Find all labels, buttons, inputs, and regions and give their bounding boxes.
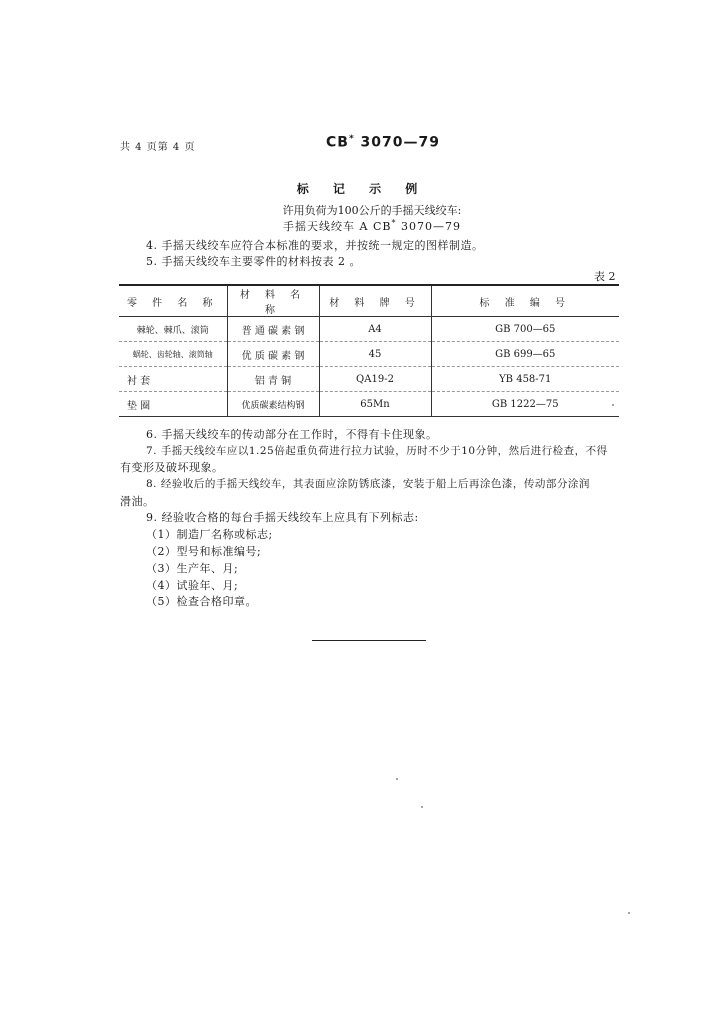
clause-6: 6. 手摇天线绞车的传动部分在工作时，不得有卡住现象。 xyxy=(146,428,438,441)
cell-material-grade: A4 xyxy=(319,317,431,342)
clause-7-line-2: 有变形及破坏现象。 xyxy=(120,461,224,474)
example-line-2-suffix: 3070—79 xyxy=(396,220,461,233)
table-row xyxy=(119,392,619,417)
cell-part-name: 蜗轮、齿轮轴、滚筒轴 xyxy=(119,342,227,367)
cell-standard-number: YB 458-71 xyxy=(431,367,619,392)
cell-standard-number: GB 1222—75 xyxy=(431,392,619,417)
table-label: 表 2 xyxy=(594,270,616,283)
cell-material-grade: 45 xyxy=(319,342,431,367)
clause-4: 4. 手摇天线绞车应符合本标准的要求，并按统一规定的图样制造。 xyxy=(146,239,484,252)
table-header-row xyxy=(119,285,619,317)
mark-item-3: （3）生产年、月; xyxy=(146,562,239,575)
example-line-1: 许用负荷为100公斤的手摇天线绞车: xyxy=(282,204,462,217)
table-row xyxy=(119,367,619,392)
cell-material-name: 优质碳素结构钢 xyxy=(227,392,319,417)
materials-table xyxy=(119,284,619,417)
cell-material-name: 优 质 碳 素 钢 xyxy=(227,342,319,367)
mark-item-2: （2）型号和标准编号; xyxy=(146,545,262,558)
page-info: 共 4 页第 4 页 xyxy=(120,142,196,153)
clause-8-line-1: 8. 经验收后的手摇天线绞车，其表面应涂防锈底漆，安装于船上后再涂色漆，传动部分涂润 xyxy=(146,478,590,490)
cell-material-name: 铝 青 铜 xyxy=(227,367,319,392)
header-part-name: 零 件 名 称 xyxy=(119,285,227,317)
cell-standard-number: GB 699—65 xyxy=(431,342,619,367)
scan-speck xyxy=(628,912,630,914)
mark-item-1: （1）制造厂名称或标志; xyxy=(146,528,273,541)
cell-material-grade: 65Mn xyxy=(319,392,431,417)
table-row xyxy=(119,342,619,367)
table-row xyxy=(119,317,619,342)
header-material-grade: 材 料 牌 号 xyxy=(319,285,431,317)
example-line-2-prefix: 手摇天线绞车 A CB xyxy=(283,220,392,233)
clause-8-line-2: 滑油。 xyxy=(120,495,155,508)
cell-material-name: 普 通 碳 素 钢 xyxy=(227,317,319,342)
standard-code: CB xyxy=(326,134,349,151)
clause-5: 5. 手摇天线绞车主要零件的材料按表 2 。 xyxy=(146,255,361,268)
end-rule xyxy=(312,640,426,641)
clause-9: 9. 经验收合格的每台手摇天线绞车上应具有下列标志: xyxy=(146,511,419,524)
mark-item-5: （5）检查合格印章。 xyxy=(146,595,257,608)
standard-number-text: 3070—79 xyxy=(354,134,440,151)
header-material-name: 材 料 名 称 xyxy=(227,285,319,317)
cell-material-grade: QA19-2 xyxy=(319,367,431,392)
example-title: 标 记 示 例 xyxy=(296,182,428,196)
example-line-2 xyxy=(0,218,724,234)
scan-speck xyxy=(612,404,614,406)
example-line-2-star: * xyxy=(391,218,397,228)
cell-standard-number: GB 700—65 xyxy=(431,317,619,342)
cell-part-name: 衬 套 xyxy=(119,367,227,392)
standard-star: * xyxy=(348,134,355,144)
header-standard-number: 标 准 编 号 xyxy=(431,285,619,317)
cell-part-name: 棘轮、棘爪、滚筒 xyxy=(119,317,227,342)
mark-item-4: （4）试验年、月; xyxy=(146,579,239,592)
clause-7-line-1: 7. 手摇天线绞车应以1.25倍起重负荷进行拉力试验，历时不少于10分钟，然后进行检查，不得 xyxy=(146,445,608,457)
cell-part-name: 垫 圈 xyxy=(119,392,227,417)
standard-number xyxy=(326,134,440,151)
scan-speck xyxy=(396,778,398,780)
scan-speck xyxy=(421,806,423,808)
